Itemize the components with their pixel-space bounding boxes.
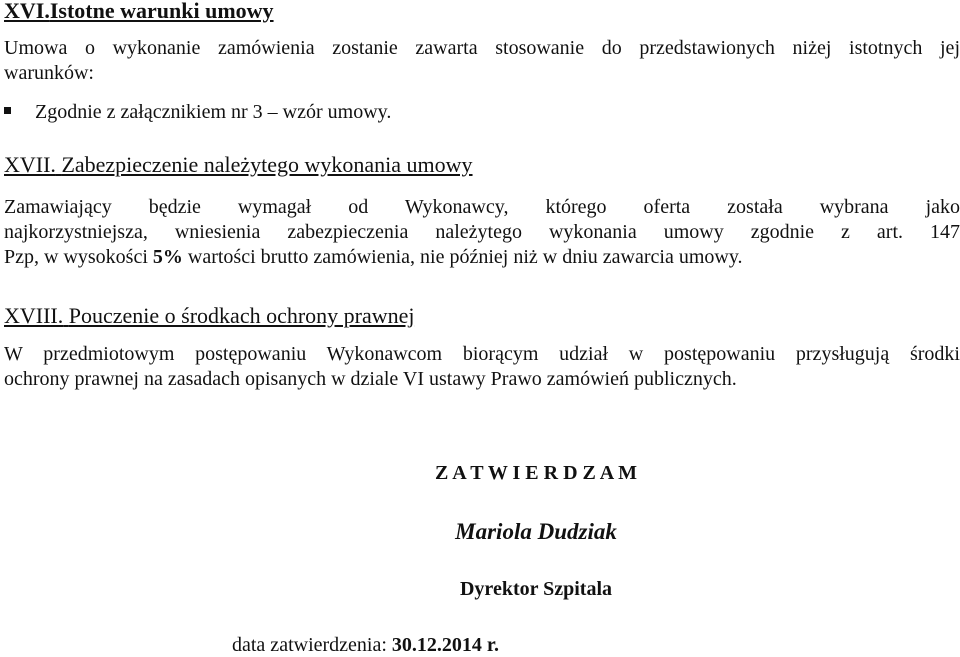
paragraph-line: W przedmiotowym postępowaniu Wykonawcom biorącym udział w postępowaniu przysługują środki [4,343,960,365]
paragraph-fragment: wartości brutto zamówienia, nie później niż w dniu zawarcia umowy. [187,246,743,268]
section-xviii-heading [4,303,415,329]
approval-date-value: 30.12.2014 r. [391,634,499,656]
section-xvi-title: Istotne warunki umowy [49,0,274,23]
approval-label: Z A T W I E R D Z A M [435,462,637,484]
section-xvii-paragraph [4,195,960,270]
section-xviii-title: Pouczenie o środkach ochrony prawnej [68,303,415,328]
section-xvi-paragraph [4,36,960,86]
bullet-list-item [4,100,391,125]
section-xvi-heading [4,0,274,24]
approval-date-label: data zatwierdzenia: [232,634,387,656]
signer-role: Dyrektor Szpitala [459,578,613,600]
paragraph-fragment: Pzp, w wysokości [4,246,148,268]
section-xvi-number: XVI. [4,0,50,23]
bullet-item-text: Zgodnie z załącznikiem nr 3 – wzór umowy. [35,101,392,123]
square-bullet-icon [4,107,11,114]
section-xvii-number: XVII. [4,152,56,177]
section-xviii-number: XVIII. [4,303,64,328]
section-xviii-paragraph [4,342,960,392]
approval-date [0,634,960,657]
paragraph-line: Umowa o wykonanie zamówienia zostanie zawarta stosowanie do przedstawionych niżej istotnych jej [4,37,960,59]
section-xvii-heading [4,152,473,178]
paragraph-line: najkorzystniejsza, wniesienia zabezpieczenia należytego wykonania umowy zgodnie z art. 147 [4,221,960,243]
paragraph-line-with-percentage [4,245,960,270]
paragraph-line: Zamawiający będzie wymagał od Wykonawcy, którego oferta została wybrana jako [4,196,960,218]
signer-name: Mariola Dudziak [455,519,617,544]
section-xvii-title: Zabezpieczenie należytego wykonania umowy [61,152,473,177]
paragraph-line: warunków: [4,62,94,84]
paragraph-line: ochrony prawnej na zasadach opisanych w dziale VI ustawy Prawo zamówień publicznych. [4,368,737,390]
guarantee-percentage: 5% [152,246,183,268]
